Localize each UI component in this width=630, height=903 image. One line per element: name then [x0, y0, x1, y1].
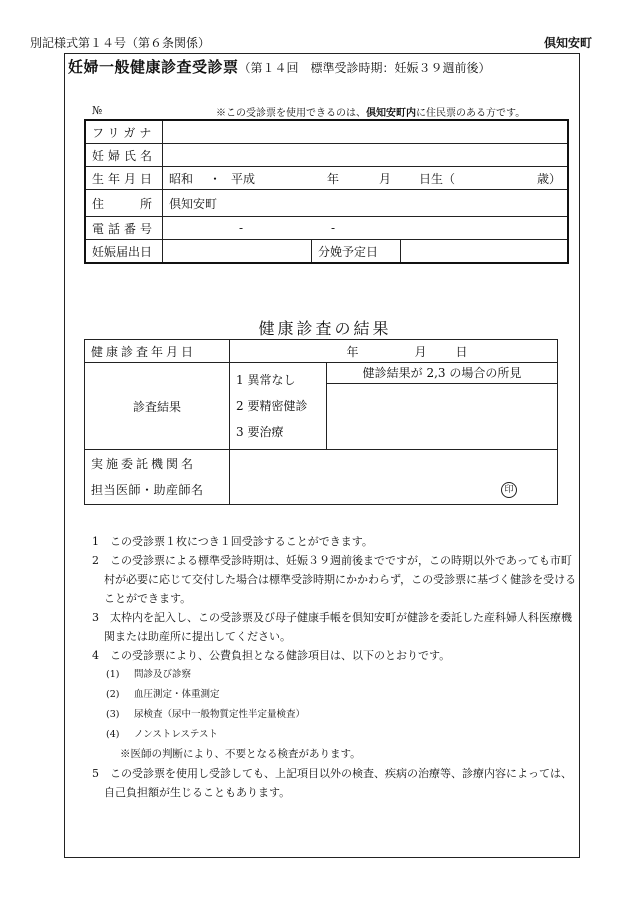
personal-info-table: [84, 119, 569, 264]
note-2b: 村が必要に応じて交付した場合は標準受診時期にかかわらず，この受診票に基づく健診を受ける: [104, 573, 577, 586]
option-normal[interactable]: 1 異常なし: [236, 373, 296, 387]
eligibility-notice: ※この受診票を使用できるのは、倶知安町内に住民票のある方です。: [216, 108, 526, 119]
note-3b: 関または助産所に提出してください。: [104, 630, 291, 643]
birth-label: 生年月日: [85, 167, 163, 190]
note-5a: 5 この受診票を使用し受診しても、上記項目以外の検査、疾病の治療等、診療内容によっては、: [92, 767, 572, 780]
due-date-field[interactable]: [401, 240, 569, 264]
institution-doctor-label: 実施委託機関名 担当医師・助産師名: [85, 450, 230, 505]
notes: [92, 532, 578, 802]
note-1: 1 この受診票１枚につき１回受診することができます。: [92, 535, 373, 548]
notification-date-field[interactable]: [163, 240, 312, 264]
seal-mark: 印: [501, 482, 517, 498]
title-sub: （第１４回 標準受診時期：妊娠３９週前後）: [238, 61, 491, 75]
address-label: 住 所: [85, 190, 163, 217]
note-2a: 2 この受診票による標準受診時期は、妊娠３９週前後までですが，この時期以外であっても市町: [92, 554, 572, 567]
furigana-field[interactable]: [163, 120, 569, 144]
section-title: 健康診査の結果: [258, 319, 392, 338]
exam-date-label: 健康診査年月日: [85, 340, 230, 363]
note-2c: ことができます。: [104, 592, 192, 605]
due-date-label: 分娩予定日: [312, 240, 401, 264]
page-title: [68, 56, 491, 77]
exam-date-field[interactable]: 年 月 日: [230, 340, 558, 363]
result-options[interactable]: [230, 363, 327, 450]
notification-date-label: 妊娠届出日: [85, 240, 163, 264]
option-detailed-exam[interactable]: 2 要精密健診: [236, 399, 308, 413]
town-name: 倶知安町: [543, 36, 592, 50]
phone-field[interactable]: - -: [163, 217, 569, 240]
number-label: №: [92, 104, 103, 117]
note-4-remark: ※医師の判断により、不要となる検査があります。: [120, 748, 361, 760]
name-field[interactable]: [163, 144, 569, 167]
result-label: 診査結果: [85, 363, 230, 450]
title-main: 妊婦一般健康診査受診票: [68, 58, 239, 76]
name-label: 妊婦氏名: [85, 144, 163, 167]
furigana-label: フリガナ: [85, 120, 163, 144]
note-3a: 3 太枠内を記入し、この受診票及び母子健康手帳を倶知安町が健診を委託した産科婦人科医療機: [92, 611, 572, 624]
note-4: 4 この受診票により、公費負担となる健診項目は、以下のとおりです。: [92, 649, 451, 662]
findings-label: 健診結果が 2,3 の場合の所見: [327, 363, 557, 384]
list-item: (3) 尿検査（尿中一般物質定性半定量検査）: [106, 709, 306, 720]
institution-doctor-field[interactable]: [230, 450, 558, 505]
list-item: (1) 問診及び診察: [106, 669, 192, 680]
phone-label: 電話番号: [85, 217, 163, 240]
option-treatment[interactable]: 3 要治療: [236, 425, 284, 439]
birth-field[interactable]: 昭和 ・ 平成 年 月 日生（ 歳）: [163, 167, 569, 190]
form-id: 別記様式第１４号（第６条関係）: [30, 36, 211, 50]
birth-row: [85, 167, 568, 190]
results-table: [84, 339, 558, 505]
list-item: (4) ノンストレステスト: [106, 729, 218, 740]
list-item: (2) 血圧測定・体重測定: [106, 689, 220, 700]
address-field[interactable]: 倶知安町: [163, 190, 569, 217]
note-5b: 自己負担額が生じることもあります。: [104, 786, 291, 799]
findings-field[interactable]: [327, 363, 558, 450]
